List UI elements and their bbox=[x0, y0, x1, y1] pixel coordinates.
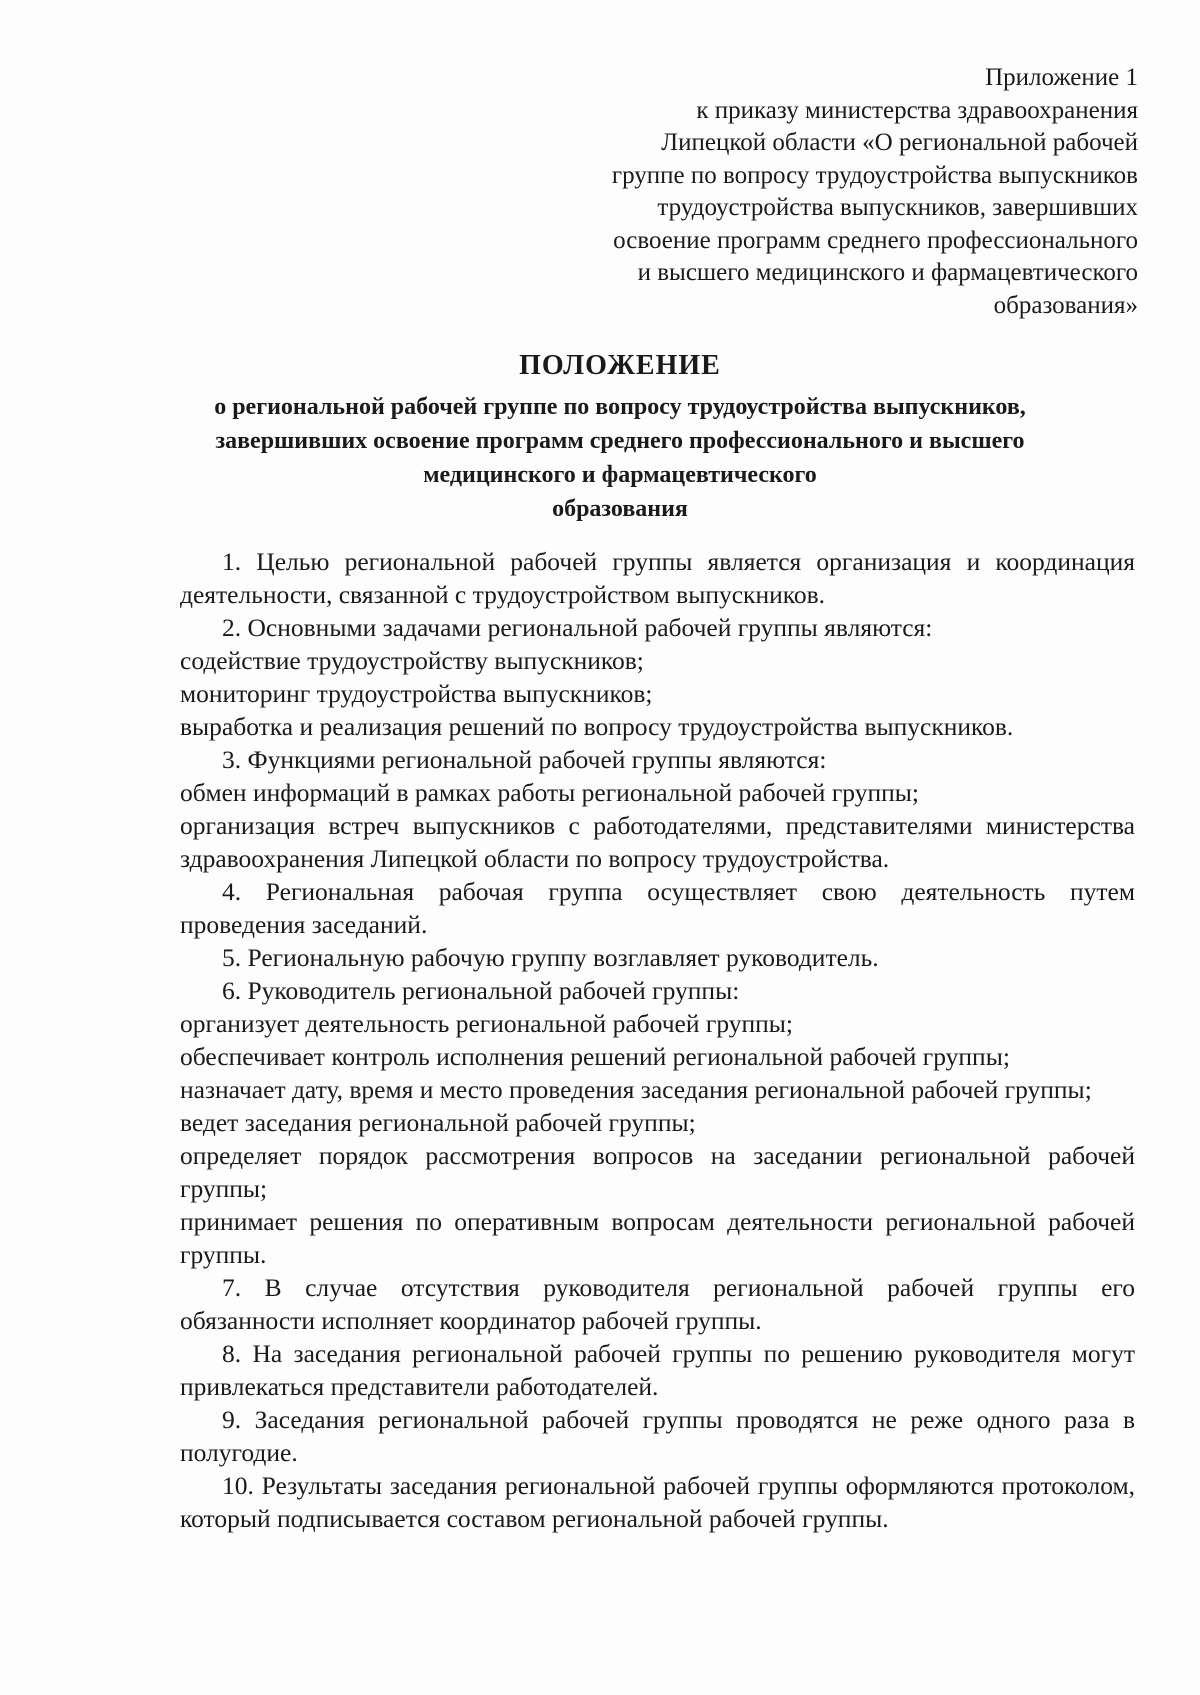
subtitle-line: медицинского и фармацевтического bbox=[423, 462, 817, 488]
title-main: ПОЛОЖЕНИЕ bbox=[519, 350, 721, 381]
document-title bbox=[100, 350, 1140, 526]
body-paragraph: организует деятельность региональной рабочей группы; bbox=[180, 1009, 794, 1038]
document-body bbox=[180, 545, 1135, 1535]
body-paragraph: 2. Основными задачами региональной рабочей группы являются: bbox=[222, 613, 933, 642]
subtitle-line: образования bbox=[552, 496, 688, 522]
body-paragraph: 3. Функциями региональной рабочей группы являются: bbox=[222, 745, 827, 774]
body-paragraph: 6. Руководитель региональной рабочей группы: bbox=[222, 976, 740, 1005]
subtitle-line: завершивших освоение программ среднего профессионального и высшего bbox=[215, 428, 1025, 454]
appendix-header bbox=[518, 62, 1138, 322]
body-paragraph: 4. Региональная рабочая группа осуществляет свою деятельность путем проведения заседаний. bbox=[180, 877, 1135, 939]
appendix-line: Липецкой области «О региональной рабочей bbox=[661, 129, 1138, 156]
body-paragraph: мониторинг трудоустройства выпускников; bbox=[180, 679, 653, 708]
appendix-line: образования» bbox=[993, 291, 1138, 319]
body-paragraph: 8. На заседания региональной рабочей группы по решению руководителя могут привлекаться представители работодателей. bbox=[180, 1339, 1135, 1401]
body-paragraph: 7. В случае отсутствия руководителя региональной рабочей группы его обязанности исполняет координатор рабочей группы. bbox=[180, 1273, 1135, 1335]
subtitle-line: о региональной рабочей группе по вопросу трудоустройства выпускников, bbox=[214, 394, 1026, 420]
body-paragraph: принимает решения по оперативным вопросам деятельности региональной рабочей группы. bbox=[180, 1207, 1135, 1269]
body-paragraph: выработка и реализация решений по вопросу трудоустройства выпускников. bbox=[180, 712, 1014, 741]
appendix-line: и высшего медицинского и фармацевтического bbox=[637, 259, 1138, 286]
appendix-line: к приказу министерства здравоохранения bbox=[696, 96, 1138, 124]
body-paragraph: организация встреч выпускников с работодателями, представителями министерства здравоохранения Липецкой области по вопросу трудоустройства. bbox=[180, 811, 1135, 873]
body-paragraph: назначает дату, время и место проведения заседания региональной рабочей группы; bbox=[180, 1075, 1092, 1104]
appendix-line: группе по вопросу трудоустройства выпускников bbox=[611, 161, 1138, 189]
body-paragraph: обмен информаций в рамках работы региональной рабочей группы; bbox=[180, 778, 919, 807]
body-paragraph: определяет порядок рассмотрения вопросов на заседании региональной рабочей группы; bbox=[180, 1141, 1135, 1203]
body-paragraph: содействие трудоустройству выпускников; bbox=[180, 646, 644, 675]
body-paragraph: обеспечивает контроль исполнения решений региональной рабочей группы; bbox=[180, 1042, 1010, 1071]
body-paragraph: ведет заседания региональной рабочей группы; bbox=[180, 1108, 696, 1137]
body-paragraph: 10. Результаты заседания региональной рабочей группы оформляются протоколом, который подписывается составом региональной рабочей группы. bbox=[180, 1471, 1135, 1533]
appendix-line: Приложение 1 bbox=[985, 64, 1138, 91]
body-paragraph: 9. Заседания региональной рабочей группы проводятся не реже одного раза в полугодие. bbox=[180, 1405, 1135, 1467]
body-paragraph: 5. Региональную рабочую группу возглавляет руководитель. bbox=[222, 943, 879, 972]
appendix-line: трудоустройства выпускников, завершивших bbox=[657, 194, 1138, 221]
title-subtitle bbox=[100, 390, 1140, 526]
appendix-line: освоение программ среднего профессионального bbox=[613, 226, 1138, 254]
body-paragraph: 1. Целью региональной рабочей группы является организация и координация деятельности, связанной с трудоустройством выпускников. bbox=[180, 547, 1135, 609]
